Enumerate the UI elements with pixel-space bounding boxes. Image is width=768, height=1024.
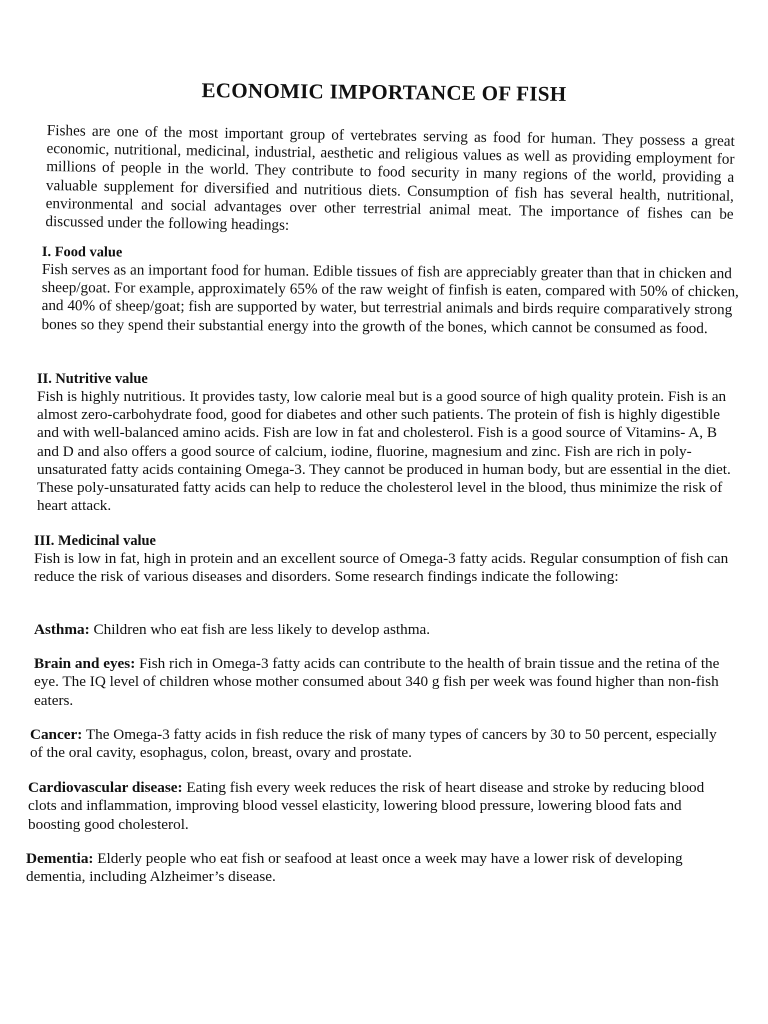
finding-term: Cardiovascular disease: bbox=[28, 779, 183, 796]
finding-term: Cancer: bbox=[30, 726, 83, 743]
finding-text: Elderly people who eat fish or seafood at least once a week may have a lower risk of developing dementia, including Alzheimer’s disease. bbox=[26, 850, 683, 886]
section-heading: III. Medicinal value bbox=[34, 533, 156, 549]
finding-asthma bbox=[34, 621, 734, 639]
intro-paragraph: Fishes are one of the most important group of vertebrates serving as food for human. They possess a great economic, nutritional, medicinal, industrial, aesthetic and religious values as well as providing employment for millions of people in the world. They contribute to food security in many regions of the world, providing a valuable supplement for diversified and nutritious diets. Consumption of fish has several health, nutritional, environmental and social advantages over other terrestrial animal meat. The importance of fishes can be discussed under the following headings: bbox=[45, 122, 735, 234]
section-medicinal-value bbox=[34, 533, 734, 586]
section-body: Fish serves as an important food for human. Edible tissues of fish are appreciably greater than that in chicken and sheep/goat. For example, approximately 65% of the raw weight of finfish is eaten, compared with 50% of chicken, and 40% of sheep/goat; fish are supported by water, but terrestrial animals and birds require comparatively strong bones so they spend their substantial energy into the growth of the bones, which cannot be consumed as food. bbox=[41, 260, 739, 337]
section-body: Fish is low in fat, high in protein and an excellent source of Omega-3 fatty acids. Regular consumption of fish can reduce the risk of various diseases and disorders. Some research findings indicate the following: bbox=[34, 550, 729, 586]
finding-dementia bbox=[26, 850, 726, 887]
section-heading: I. Food value bbox=[41, 244, 123, 261]
finding-cancer bbox=[30, 726, 730, 763]
section-body: Fish is highly nutritious. It provides tasty, low calorie meal but is a good source of high quality protein. Fish is an almost zero-carbohydrate food, good for diabetes and other such patients. The protein of fish is highly digestible and with well-balanced amino acids. Fish are low in fat and cholesterol. Fish is a good source of Vitamins- A, B and D and also offers a good source of calcium, iodine, fluorine, magnesium and zinc. Fish are rich in poly-unsaturated fatty acids containing Omega-3. They cannot be produced in human body, but are essential in the diet. These poly-unsaturated fatty acids can help to reduce the cholesterol level in the blood, thus minimize the risk of heart attack. bbox=[37, 388, 731, 515]
section-heading: II. Nutritive value bbox=[37, 371, 148, 387]
finding-term: Brain and eyes: bbox=[34, 655, 136, 672]
finding-cardiovascular-disease bbox=[28, 779, 728, 834]
section-food-value bbox=[41, 244, 742, 338]
finding-text: Children who eat fish are less likely to develop asthma. bbox=[89, 621, 431, 638]
finding-text: The Omega-3 fatty acids in fish reduce the risk of many types of cancers by 30 to 50 percent, especially of the oral cavity, esophagus, colon, breast, ovary and prostate. bbox=[30, 726, 717, 762]
finding-text: Eating fish every week reduces the risk of heart disease and stroke by reducing blood clots and inflammation, improving blood vessel elasticity, lowering blood pressure, lowering blood fats and boosting good cholesterol. bbox=[28, 779, 705, 833]
finding-text: Fish rich in Omega-3 fatty acids can contribute to the health of brain tissue and the retina of the eye. The IQ level of children whose mother consumed about 340 g fish per week was found higher than non-fish eaters. bbox=[34, 655, 720, 709]
document-title: ECONOMIC IMPORTANCE OF FISH bbox=[201, 78, 567, 106]
finding-brain-and-eyes bbox=[34, 655, 734, 710]
section-nutritive-value bbox=[37, 371, 737, 515]
finding-term: Dementia: bbox=[26, 850, 94, 867]
finding-term: Asthma: bbox=[34, 621, 90, 638]
